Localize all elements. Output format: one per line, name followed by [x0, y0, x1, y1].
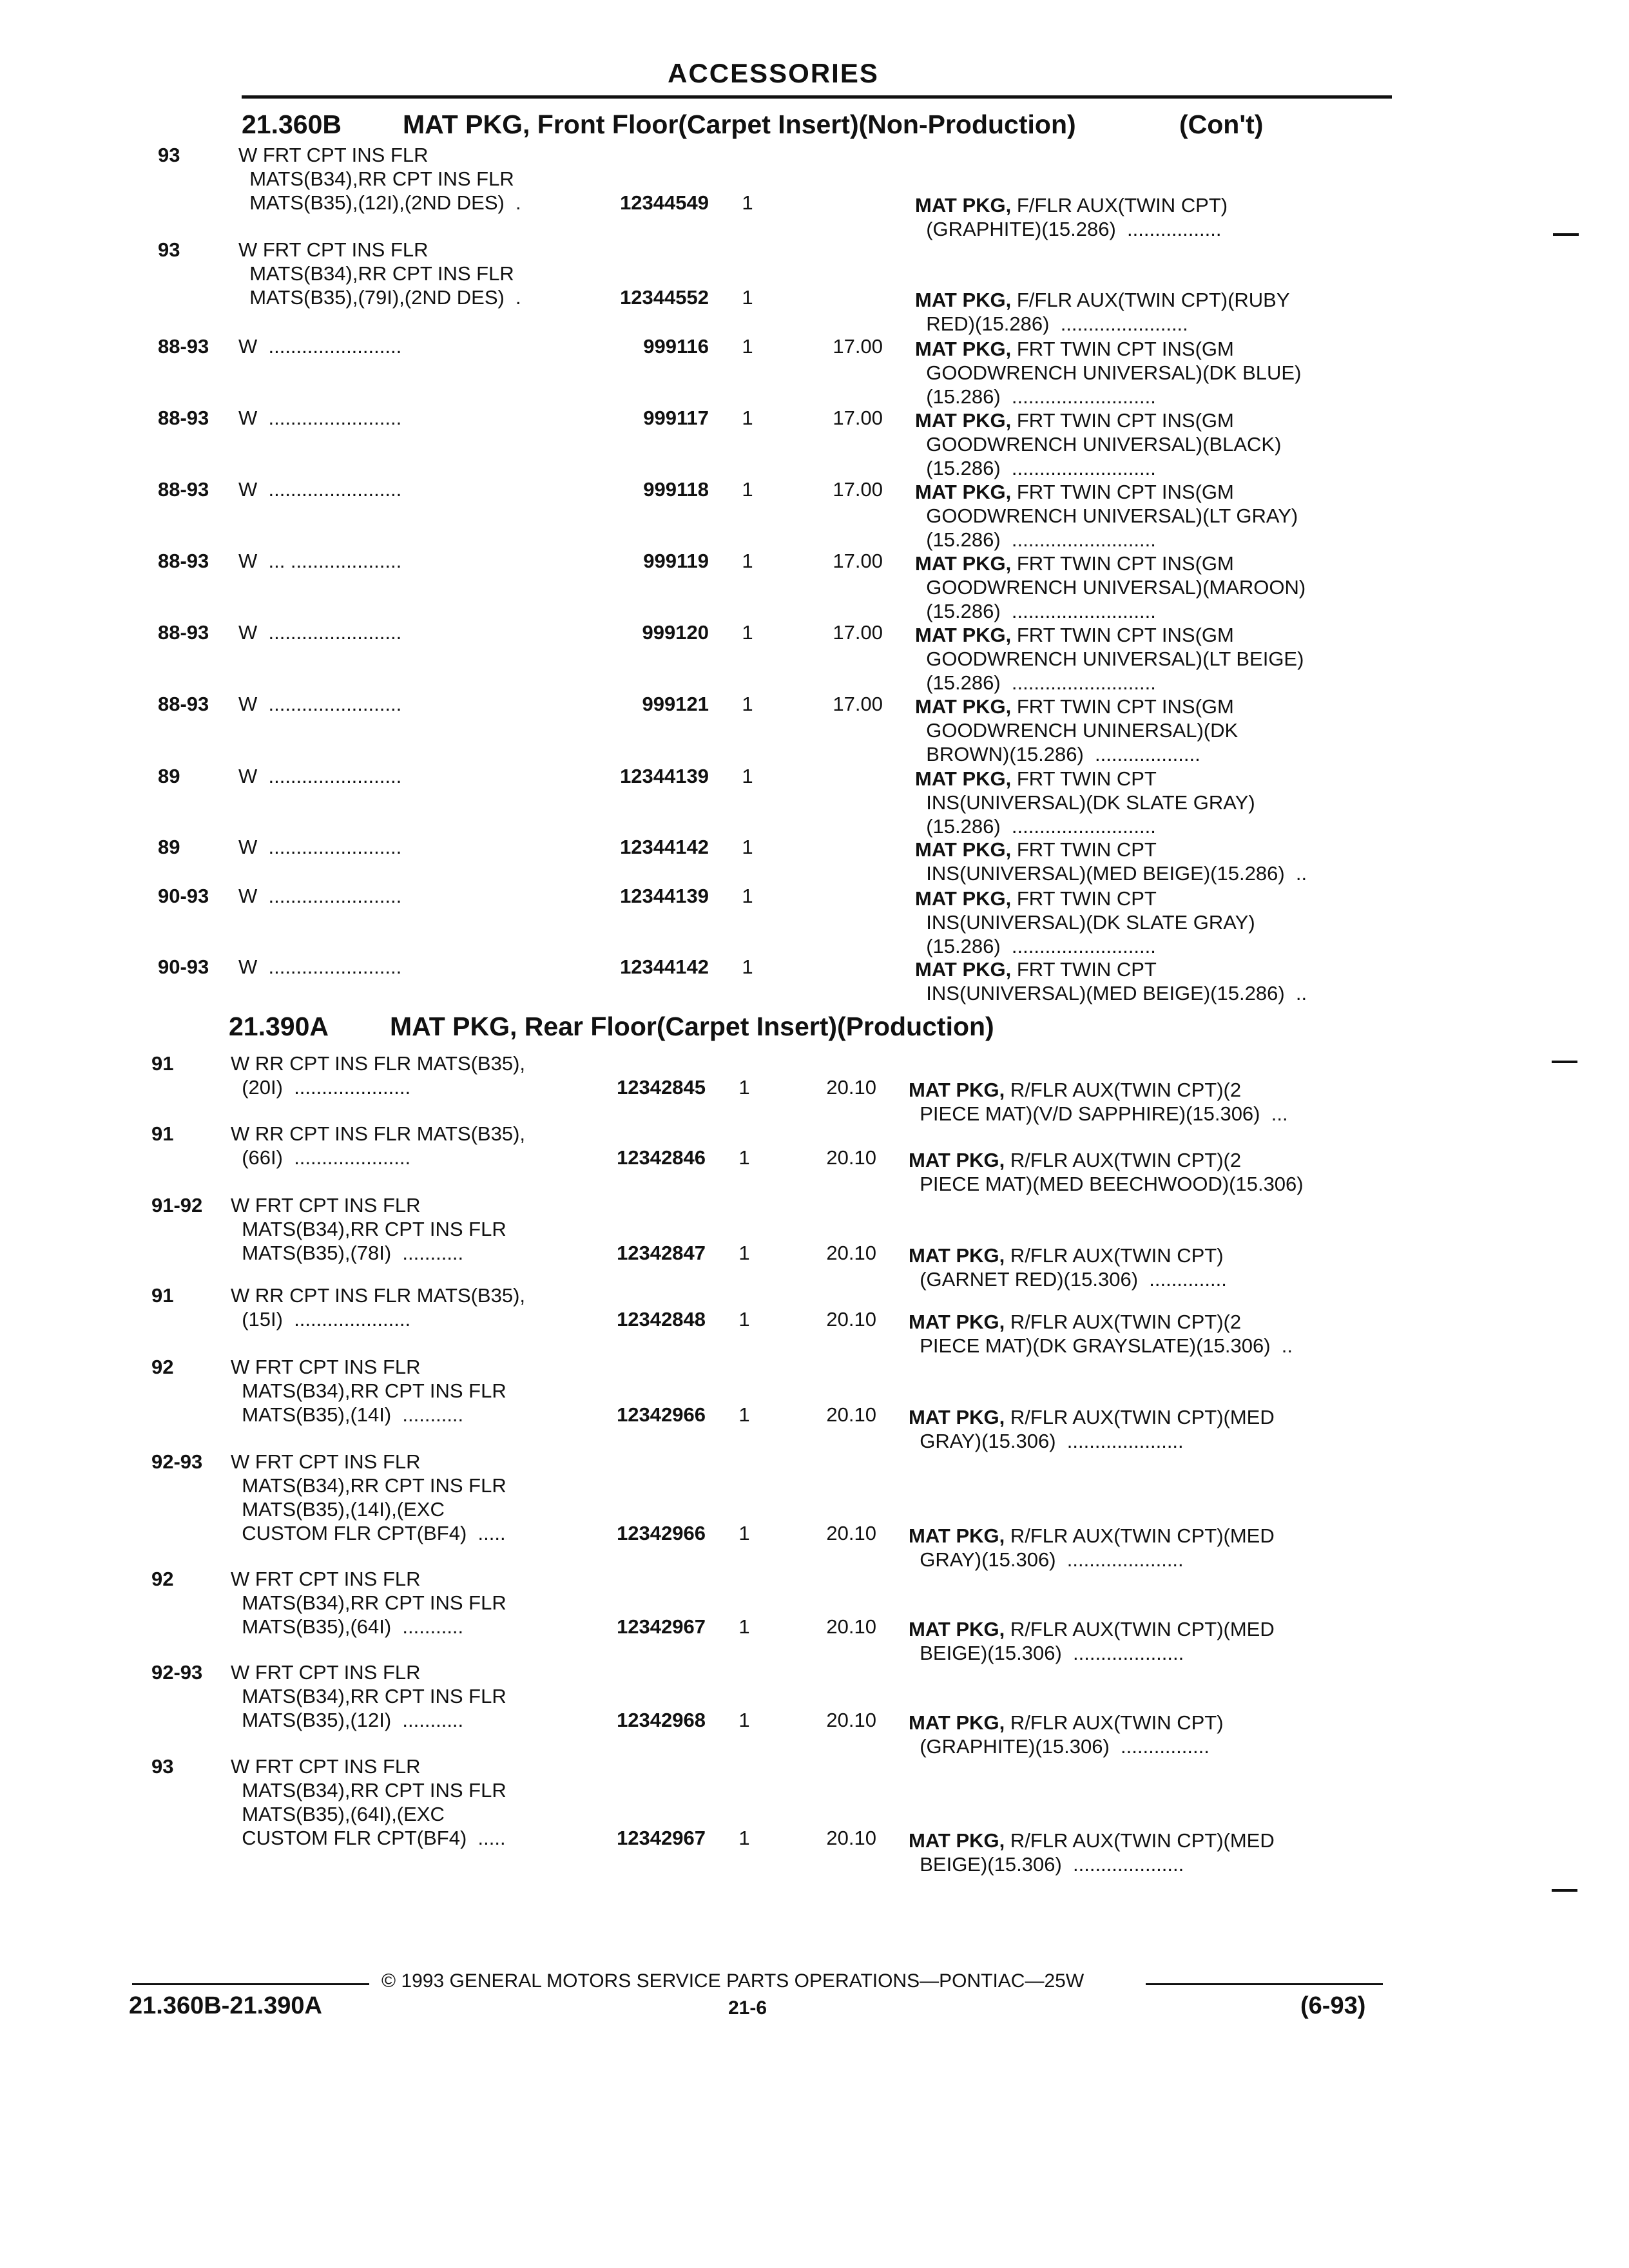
usage-line: W FRT CPT INS FLR: [231, 1356, 421, 1378]
quantity: 1: [742, 693, 753, 715]
model-years: 93: [151, 1755, 174, 1778]
usage-line: W ........................: [238, 621, 402, 644]
model-years: 88-93: [158, 693, 209, 715]
continued-label: (Con't): [1179, 110, 1264, 139]
part-name-line: INS(UNIVERSAL)(MED BEIGE)(15.286) ..: [915, 862, 1307, 885]
model-years: 92-93: [151, 1450, 203, 1473]
model-years: 88-93: [158, 478, 209, 501]
part-name: [909, 1617, 1275, 1665]
part-name-rest: R/FLR AUX(TWIN CPT)(MED: [1005, 1618, 1275, 1640]
price: 17.00: [833, 478, 883, 501]
part-name: [915, 957, 1307, 1005]
usage-line: (15I) .....................: [231, 1308, 411, 1331]
part-name-line: GOODWRENCH UNIVERSAL)(BLACK): [915, 433, 1282, 456]
part-name-bold: MAT PKG,: [909, 1311, 1005, 1333]
part-name-rest: R/FLR AUX(TWIN CPT)(MED: [1005, 1406, 1275, 1428]
part-name-bold: MAT PKG,: [915, 409, 1012, 432]
quantity: 1: [742, 191, 753, 214]
model-years: 88-93: [158, 407, 209, 429]
part-name-bold: MAT PKG,: [915, 194, 1012, 216]
part-name-rest: FRT TWIN CPT INS(GM: [1011, 338, 1234, 360]
quantity: 1: [742, 836, 753, 858]
part-name: [909, 1148, 1304, 1196]
quantity: 1: [742, 286, 753, 309]
part-name: [909, 1405, 1275, 1453]
usage-line: W ........................: [238, 478, 402, 501]
usage-description: [238, 955, 401, 979]
part-name-rest: FRT TWIN CPT INS(GM: [1011, 481, 1234, 503]
usage-description: [231, 1193, 506, 1265]
part-name-rest: F/FLR AUX(TWIN CPT): [1011, 194, 1228, 216]
part-number: 12342966: [617, 1403, 706, 1426]
part-name-line: (15.286) ..........................: [915, 385, 1156, 408]
model-years: 91: [151, 1052, 174, 1075]
part-name-line: [909, 1405, 1275, 1429]
usage-line: MATS(B35),(14I) ...........: [231, 1403, 464, 1426]
part-name: [909, 1078, 1288, 1126]
page-number: 21-6: [728, 1997, 767, 2019]
model-years: 90-93: [158, 885, 209, 907]
part-name-line: [915, 288, 1290, 312]
part-name: [915, 193, 1228, 241]
section-number: 21.390A: [229, 1012, 329, 1041]
part-number: 12344139: [620, 885, 709, 907]
footer-rule-right: [1146, 1983, 1383, 1985]
revision-date: (6-93): [1300, 1992, 1366, 2019]
part-number: 12342967: [617, 1827, 706, 1849]
part-name-rest: FRT TWIN CPT INS(GM: [1011, 695, 1234, 718]
part-name-line: [915, 552, 1306, 575]
usage-line: W ........................: [238, 693, 402, 715]
part-name-bold: MAT PKG,: [915, 958, 1012, 981]
part-name-bold: MAT PKG,: [915, 338, 1012, 360]
part-name-line: [915, 695, 1238, 718]
usage-description: [238, 884, 401, 908]
part-name-rest: F/FLR AUX(TWIN CPT)(RUBY: [1011, 289, 1290, 311]
part-name-bold: MAT PKG,: [909, 1244, 1005, 1267]
part-name: [915, 767, 1255, 838]
part-name-line: (GRAPHITE)(15.306) ................: [909, 1735, 1210, 1758]
price: 20.10: [826, 1403, 876, 1426]
price: 17.00: [833, 621, 883, 644]
usage-description: [231, 1355, 506, 1427]
usage-description: [238, 764, 401, 788]
part-number: 12342845: [617, 1076, 706, 1099]
usage-line: W ........................: [238, 836, 402, 858]
margin-tick: [1552, 1889, 1577, 1892]
part-name-line: INS(UNIVERSAL)(MED BEIGE)(15.286) ..: [915, 982, 1307, 1004]
quantity: 1: [738, 1076, 750, 1099]
part-name-line: (15.286) ..........................: [915, 935, 1156, 957]
usage-line: W FRT CPT INS FLR: [231, 1661, 421, 1684]
part-number: 999117: [643, 407, 709, 429]
quantity: 1: [738, 1709, 750, 1731]
usage-line: MATS(B34),RR CPT INS FLR: [231, 1591, 506, 1614]
part-name-bold: MAT PKG,: [915, 695, 1012, 718]
part-name-line: GOODWRENCH UNIVERSAL)(DK BLUE): [915, 361, 1302, 384]
model-years: 88-93: [158, 621, 209, 644]
part-name-line: BEIGE)(15.306) ....................: [909, 1853, 1184, 1876]
usage-description: [238, 143, 521, 215]
part-name: [909, 1711, 1224, 1758]
part-name-line: [915, 623, 1304, 647]
part-number: 12344552: [620, 286, 709, 309]
quantity: 1: [742, 956, 753, 978]
quantity: 1: [742, 478, 753, 501]
part-number: 999119: [643, 550, 709, 572]
price: 17.00: [833, 407, 883, 429]
part-name-bold: MAT PKG,: [909, 1149, 1005, 1171]
part-name-line: (GRAPHITE)(15.286) .................: [915, 218, 1222, 240]
part-name-bold: MAT PKG,: [909, 1524, 1005, 1547]
part-name-rest: R/FLR AUX(TWIN CPT)(MED: [1005, 1829, 1275, 1852]
part-name-line: GOODWRENCH UNIVERSAL)(LT BEIGE): [915, 648, 1304, 670]
usage-line: W FRT CPT INS FLR: [231, 1194, 421, 1216]
part-name-line: GOODWRENCH UNINERSAL)(DK: [915, 719, 1239, 742]
part-name-rest: R/FLR AUX(TWIN CPT)(2: [1005, 1079, 1242, 1101]
usage-line: W RR CPT INS FLR MATS(B35),: [231, 1052, 526, 1075]
part-name-line: [909, 1829, 1275, 1852]
section-number: 21.360B: [242, 110, 342, 139]
usage-description: [238, 549, 401, 573]
quantity: 1: [738, 1146, 750, 1169]
part-number: 999121: [642, 693, 709, 715]
part-name-bold: MAT PKG,: [915, 624, 1012, 646]
price: 20.10: [826, 1827, 876, 1849]
usage-description: [238, 334, 401, 358]
part-name-rest: R/FLR AUX(TWIN CPT): [1005, 1244, 1224, 1267]
part-name-bold: MAT PKG,: [915, 838, 1012, 861]
quantity: 1: [738, 1403, 750, 1426]
part-name-line: [915, 957, 1307, 981]
usage-description: [231, 1660, 506, 1732]
part-name-line: BROWN)(15.286) ...................: [915, 743, 1200, 765]
part-name-line: (15.286) ..........................: [915, 600, 1156, 622]
part-name-line: [915, 408, 1281, 432]
quantity: 1: [742, 765, 753, 787]
part-name: [915, 480, 1298, 552]
footer-rule-left: [132, 1983, 369, 1985]
quantity: 1: [742, 335, 753, 358]
part-name-line: GRAY)(15.306) .....................: [909, 1430, 1184, 1452]
part-name-bold: MAT PKG,: [909, 1406, 1005, 1428]
usage-line: MATS(B35),(64I),(EXC: [231, 1803, 445, 1825]
part-name-rest: R/FLR AUX(TWIN CPT): [1005, 1711, 1224, 1734]
part-name: [909, 1829, 1275, 1876]
usage-line: MATS(B34),RR CPT INS FLR: [231, 1474, 506, 1497]
part-name-line: [915, 480, 1298, 504]
part-name-line: PIECE MAT)(MED BEECHWOOD)(15.306): [909, 1173, 1304, 1195]
part-name-line: [909, 1078, 1288, 1102]
part-name-line: GOODWRENCH UNIVERSAL)(LT GRAY): [915, 505, 1298, 527]
part-name: [909, 1310, 1293, 1358]
usage-description: [231, 1450, 506, 1545]
model-years: 92-93: [151, 1661, 203, 1684]
quantity: 1: [742, 550, 753, 572]
usage-description: [238, 620, 401, 644]
part-name-line: [915, 337, 1301, 361]
part-name: [915, 887, 1255, 958]
usage-line: MATS(B34),RR CPT INS FLR: [231, 1218, 506, 1240]
model-years: 91: [151, 1284, 174, 1307]
price: 20.10: [826, 1308, 876, 1331]
part-name-bold: MAT PKG,: [915, 289, 1012, 311]
model-years: 92: [151, 1356, 174, 1378]
usage-description: [238, 406, 401, 430]
model-years: 88-93: [158, 550, 209, 572]
usage-description: [238, 835, 401, 859]
section-title: MAT PKG, Rear Floor(Carpet Insert)(Production): [390, 1012, 994, 1041]
part-name-bold: MAT PKG,: [909, 1079, 1005, 1101]
quantity: 1: [738, 1308, 750, 1331]
usage-description: [231, 1567, 506, 1639]
usage-line: MATS(B34),RR CPT INS FLR: [231, 1379, 506, 1402]
part-name-rest: FRT TWIN CPT INS(GM: [1011, 624, 1234, 646]
usage-line: W FRT CPT INS FLR: [231, 1755, 421, 1778]
part-number: 12344142: [620, 836, 709, 858]
usage-description: [231, 1122, 525, 1169]
usage-line: MATS(B34),RR CPT INS FLR: [238, 168, 514, 190]
part-name-line: PIECE MAT)(DK GRAYSLATE)(15.306) ..: [909, 1334, 1293, 1357]
part-name-line: GRAY)(15.306) .....................: [909, 1548, 1184, 1571]
part-name-bold: MAT PKG,: [909, 1829, 1005, 1852]
part-name-line: INS(UNIVERSAL)(DK SLATE GRAY): [915, 791, 1255, 814]
part-name-rest: R/FLR AUX(TWIN CPT)(2: [1005, 1149, 1242, 1171]
part-number: 12342967: [617, 1615, 706, 1638]
usage-line: W ........................: [238, 407, 402, 429]
usage-description: [238, 477, 401, 501]
price: 17.00: [833, 550, 883, 572]
price: 17.00: [833, 693, 883, 715]
part-name-line: [915, 838, 1307, 861]
part-name-bold: MAT PKG,: [915, 481, 1012, 503]
part-number: 12342846: [617, 1146, 706, 1169]
model-years: 89: [158, 765, 180, 787]
usage-line: W ........................: [238, 765, 402, 787]
quantity: 1: [738, 1615, 750, 1638]
part-name-line: (15.286) ..........................: [915, 457, 1156, 479]
part-name-bold: MAT PKG,: [915, 552, 1012, 575]
part-name-line: PIECE MAT)(V/D SAPPHIRE)(15.306) ...: [909, 1102, 1288, 1125]
part-name-line: BEIGE)(15.306) ....................: [909, 1642, 1184, 1664]
part-name: [915, 337, 1301, 408]
usage-line: MATS(B35),(12I),(2ND DES) .: [238, 191, 521, 214]
usage-description: [231, 1754, 506, 1850]
usage-line: W ........................: [238, 885, 402, 907]
part-name-line: INS(UNIVERSAL)(DK SLATE GRAY): [915, 911, 1255, 934]
price: 20.10: [826, 1615, 876, 1638]
usage-line: MATS(B35),(78I) ...........: [231, 1242, 464, 1264]
usage-line: MATS(B35),(14I),(EXC: [231, 1498, 445, 1521]
part-name-line: [915, 887, 1255, 910]
usage-line: (20I) .....................: [231, 1076, 411, 1099]
part-name: [915, 408, 1281, 480]
title-rule: [242, 95, 1392, 99]
part-name-line: [909, 1524, 1275, 1548]
usage-line: MATS(B34),RR CPT INS FLR: [231, 1685, 506, 1707]
quantity: 1: [738, 1827, 750, 1849]
usage-line: CUSTOM FLR CPT(BF4) .....: [231, 1827, 506, 1849]
part-name: [909, 1244, 1227, 1291]
part-name: [915, 288, 1290, 336]
quantity: 1: [742, 885, 753, 907]
price: 20.10: [826, 1146, 876, 1169]
model-years: 91-92: [151, 1194, 203, 1216]
part-name-rest: FRT TWIN CPT: [1011, 767, 1157, 790]
margin-tick: [1552, 1061, 1577, 1063]
part-name-rest: FRT TWIN CPT INS(GM: [1011, 409, 1234, 432]
usage-line: MATS(B34),RR CPT INS FLR: [238, 262, 514, 285]
part-name-rest: FRT TWIN CPT: [1011, 887, 1157, 910]
quantity: 1: [742, 407, 753, 429]
part-name: [915, 695, 1238, 766]
usage-line: MATS(B35),(79I),(2ND DES) .: [238, 286, 521, 309]
part-name-line: [915, 193, 1228, 217]
part-number: 12344142: [620, 956, 709, 978]
part-name-line: GOODWRENCH UNIVERSAL)(MAROON): [915, 576, 1306, 599]
part-number: 12342966: [617, 1522, 706, 1544]
usage-line: MATS(B35),(64I) ...........: [231, 1615, 464, 1638]
usage-line: W FRT CPT INS FLR: [238, 238, 429, 261]
usage-description: [231, 1052, 525, 1099]
usage-line: (66I) .....................: [231, 1146, 411, 1169]
model-years: 93: [158, 144, 180, 166]
part-name-line: RED)(15.286) .......................: [915, 312, 1188, 335]
part-name-line: (15.286) ..........................: [915, 528, 1156, 551]
page-title: ACCESSORIES: [668, 58, 879, 88]
part-name-line: [909, 1617, 1275, 1641]
part-name-bold: MAT PKG,: [915, 767, 1012, 790]
copyright-text: © 1993 GENERAL MOTORS SERVICE PARTS OPERATIONS—PONTIAC—25W: [381, 1970, 1084, 1992]
part-name: [915, 838, 1307, 885]
usage-line: W ... ....................: [238, 550, 402, 572]
part-name-line: [915, 767, 1255, 791]
part-name: [915, 552, 1306, 623]
part-name-rest: FRT TWIN CPT: [1011, 838, 1157, 861]
price: 20.10: [826, 1522, 876, 1544]
section-title: MAT PKG, Front Floor(Carpet Insert)(Non-Production): [403, 110, 1076, 139]
price: 17.00: [833, 335, 883, 358]
part-name-line: [909, 1711, 1224, 1735]
part-name-line: [909, 1310, 1293, 1334]
model-years: 92: [151, 1568, 174, 1590]
part-number: 12344549: [620, 191, 709, 214]
model-years: 88-93: [158, 335, 209, 358]
part-number: 999120: [642, 621, 709, 644]
part-name: [915, 623, 1304, 695]
part-name-line: (GARNET RED)(15.306) ..............: [909, 1268, 1227, 1291]
price: 20.10: [826, 1709, 876, 1731]
usage-line: W FRT CPT INS FLR: [231, 1568, 421, 1590]
part-number: 12342968: [617, 1709, 706, 1731]
part-name-line: (15.286) ..........................: [915, 671, 1156, 694]
usage-line: MATS(B35),(12I) ...........: [231, 1709, 464, 1731]
usage-description: [238, 692, 401, 716]
part-name-rest: FRT TWIN CPT INS(GM: [1011, 552, 1234, 575]
model-years: 89: [158, 836, 180, 858]
part-name-rest: R/FLR AUX(TWIN CPT)(MED: [1005, 1524, 1275, 1547]
part-name: [909, 1524, 1275, 1571]
part-number: 12342847: [617, 1242, 706, 1264]
model-years: 93: [158, 238, 180, 261]
usage-line: W RR CPT INS FLR MATS(B35),: [231, 1284, 526, 1307]
usage-line: MATS(B34),RR CPT INS FLR: [231, 1779, 506, 1802]
usage-line: CUSTOM FLR CPT(BF4) .....: [231, 1522, 506, 1544]
part-number: 12342848: [617, 1308, 706, 1331]
part-number: 12344139: [620, 765, 709, 787]
part-number: 999116: [643, 335, 709, 358]
part-name-bold: MAT PKG,: [915, 887, 1012, 910]
usage-line: W ........................: [238, 956, 402, 978]
quantity: 1: [742, 621, 753, 644]
usage-description: [231, 1283, 525, 1331]
part-name-line: [909, 1244, 1227, 1267]
price: 20.10: [826, 1242, 876, 1264]
usage-description: [238, 238, 521, 309]
usage-line: W ........................: [238, 335, 402, 358]
price: 20.10: [826, 1076, 876, 1099]
model-years: 91: [151, 1122, 174, 1145]
part-name-bold: MAT PKG,: [909, 1618, 1005, 1640]
part-name-line: (15.286) ..........................: [915, 815, 1156, 838]
quantity: 1: [738, 1242, 750, 1264]
usage-line: W RR CPT INS FLR MATS(B35),: [231, 1122, 526, 1145]
part-name-line: [909, 1148, 1304, 1172]
part-name-rest: R/FLR AUX(TWIN CPT)(2: [1005, 1311, 1242, 1333]
quantity: 1: [738, 1522, 750, 1544]
part-name-bold: MAT PKG,: [909, 1711, 1005, 1734]
part-number: 999118: [643, 478, 709, 501]
model-years: 90-93: [158, 956, 209, 978]
usage-line: W FRT CPT INS FLR: [231, 1450, 421, 1473]
page-range: 21.360B-21.390A: [129, 1992, 322, 2019]
margin-tick: [1553, 233, 1579, 236]
part-name-rest: FRT TWIN CPT: [1011, 958, 1157, 981]
usage-line: W FRT CPT INS FLR: [238, 144, 429, 166]
